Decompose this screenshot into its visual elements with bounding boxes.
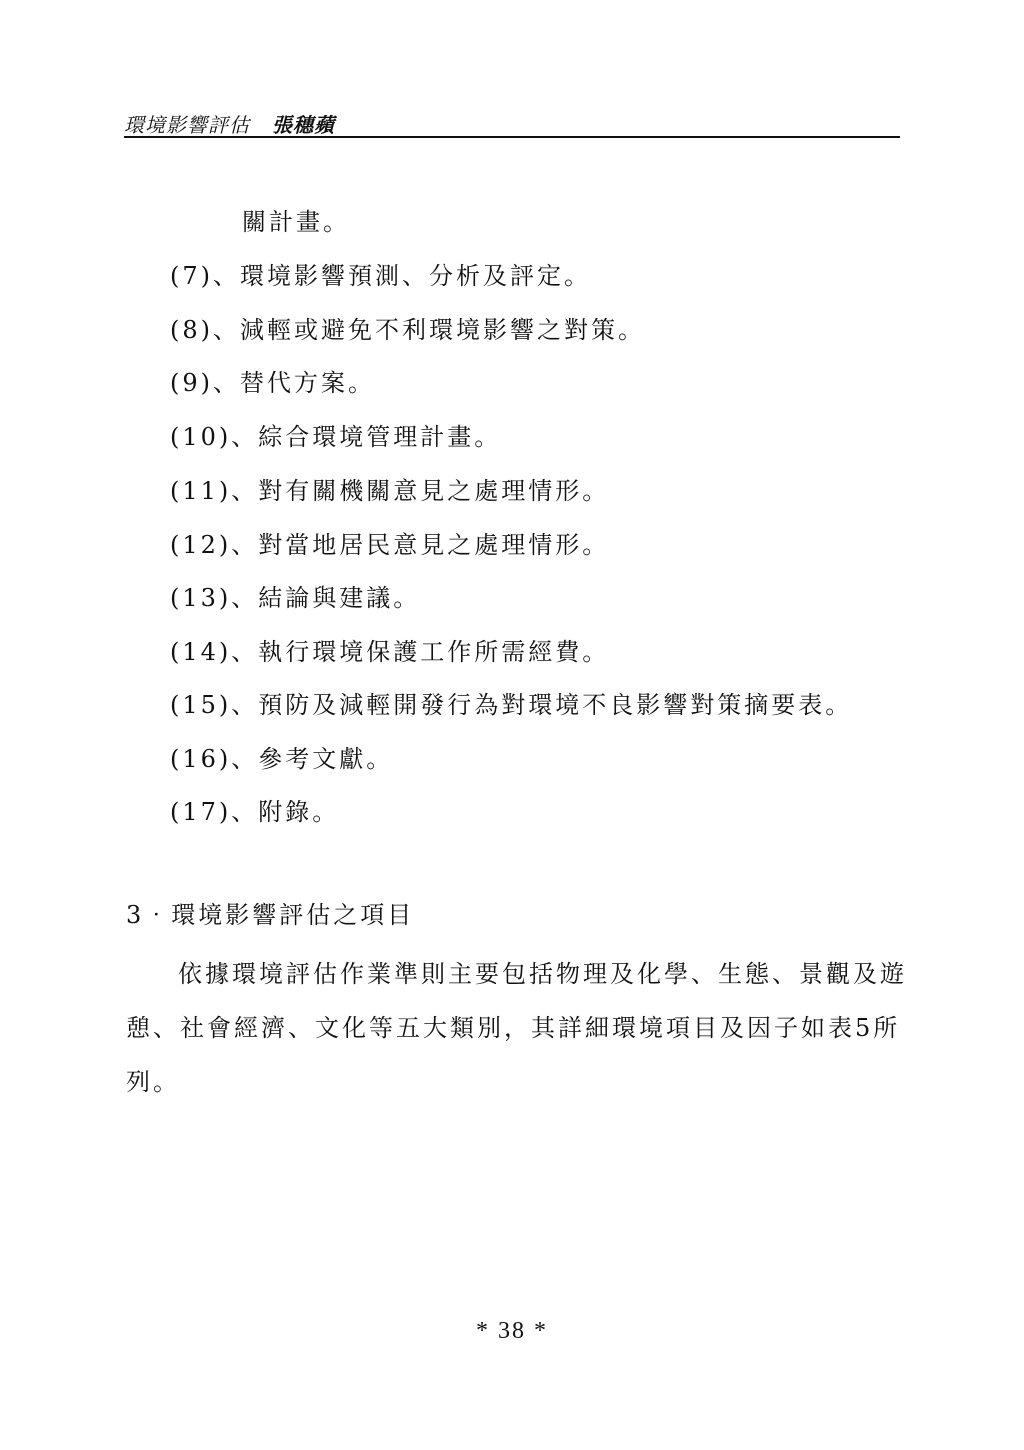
list-item: (15)、預防及減輕開發行為對環境不良影響對策摘要表。 — [170, 691, 853, 719]
list-item: (12)、對當地居民意見之處理情形。 — [170, 531, 610, 559]
list-item: (11)、對有關機關意見之處理情形。 — [170, 477, 610, 505]
list-item: (9)、替代方案。 — [170, 369, 375, 397]
list-item: (17)、附錄。 — [170, 798, 340, 826]
page-header — [124, 106, 900, 138]
list-item: (14)、執行環境保護工作所需經費。 — [170, 638, 610, 666]
list-item: (13)、結論與建議。 — [170, 584, 421, 612]
header-author: 張穗蘋 — [272, 113, 335, 137]
continuation-text: 關計畫。 — [242, 208, 350, 236]
list-item: (16)、參考文獻。 — [170, 745, 394, 773]
paragraph-line: 列。 — [126, 1068, 180, 1096]
list-item: (10)、綜合環境管理計畫。 — [170, 423, 502, 451]
page-number: * 38 * — [476, 1318, 548, 1344]
section-heading: 3‧環境影響評估之項目 — [126, 901, 415, 929]
paragraph-line: 憩、社會經濟、文化等五大類別，其詳細環境項目及因子如表5所 — [126, 1014, 901, 1042]
list-item: (7)、環境影響預測、分析及評定。 — [170, 262, 591, 290]
paragraph-line: 依據環境評估作業準則主要包括物理及化學、生態、景觀及遊 — [178, 960, 907, 988]
header-text — [124, 109, 335, 138]
header-title: 環境影響評估 — [124, 113, 250, 137]
list-item: (8)、減輕或避免不利環境影響之對策。 — [170, 316, 645, 344]
